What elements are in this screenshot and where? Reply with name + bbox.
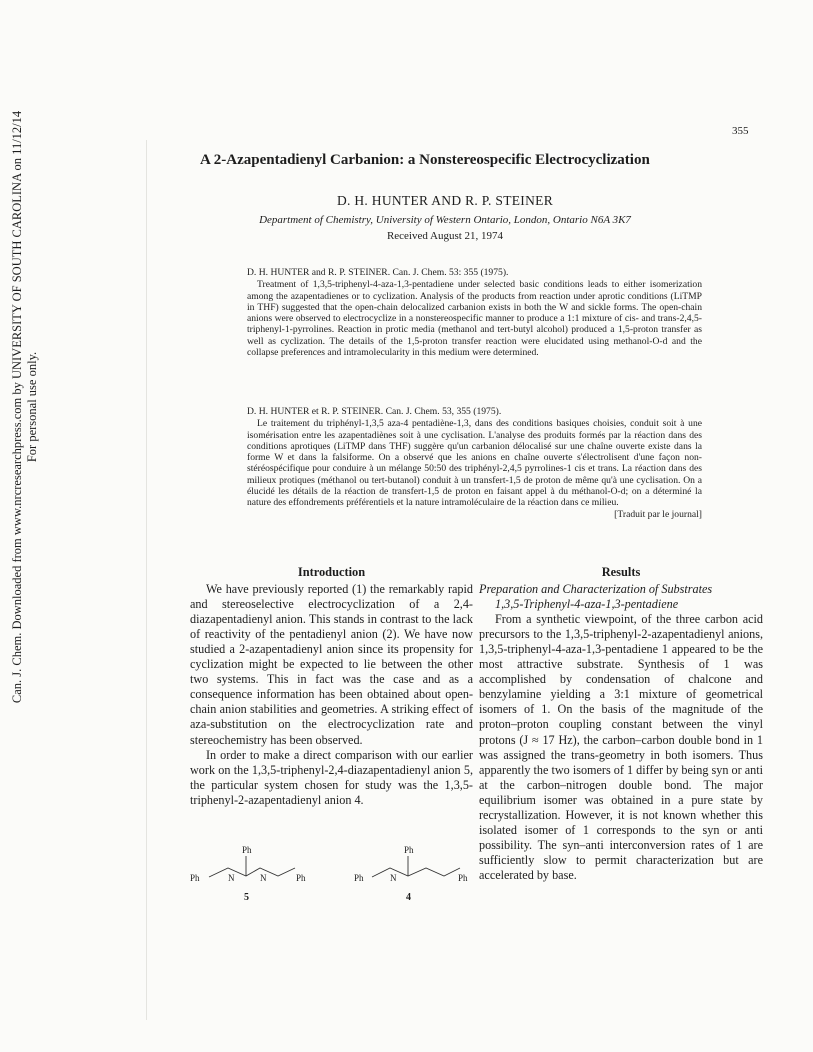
structure-label: Ph: [242, 845, 252, 855]
authors: D. H. HUNTER AND R. P. STEINER: [336, 193, 553, 208]
paragraph: We have previously reported (1) the remarkably rapid and stereoselective electrocyclization of a 2,4-diazapentadienyl anion. This stands in contrast to the lack of reactivity of the pentadienyl anion (2). We have now studied a 2-azapentadienyl anion since its propensity for cyclization might be expected to lie between the other two systems. This in fact was the case and as a consequence information has been obtained about open-chain anion stabilities and geometries. A striking effect of aza-substitution on the electrocyclization rate and stereochemistry has been observed.: [190, 582, 473, 747]
subheading: Preparation and Characterization of Substrates: [479, 582, 713, 597]
structure-label: Ph: [296, 873, 306, 883]
side-notice: [10, 0, 40, 817]
translator-note: [Traduit par le journal]: [614, 508, 702, 520]
subsubheading: 1,3,5-Triphenyl-4-aza-1,3-pentadiene: [495, 597, 679, 612]
structure-label: N: [260, 873, 267, 883]
affiliation: Department of Chemistry, University of Western Ontario, London, Ontario N6A 3K7: [259, 214, 631, 226]
section-heading-introduction: Introduction: [297, 565, 366, 579]
paragraph: From a synthetic viewpoint, of the three carbon acid precursors to the 1,3,5-triphenyl-2-azapentadienyl anions, 1,3,5-triphenyl-4-aza-1,3-pentadiene 1 appeared to be the most attractive substrate. Synthesis of 1 was accomplished by condensation of chalcone and benzylamine yielding a 3:1 mixture of geometrical isomers of 1. On the basis of the magnitude of the proton–proton coupling constant between the vinyl protons (J ≈ 17 Hz), the carbon–carbon double bond in 1 was assigned the trans-geometry in both isomers. Thus apparently the two isomers of 1 differ by being syn or anti at the carbon–nitrogen double bond. The major equilibrium isomer was obtained in a pure state by recrystallization. However, it is not known whether this isolated isomer of 1 corresponds to the syn or anti possibility. The syn–anti interconversion rates of 1 are sufficiently slow to permit characterization but are accelerated by base.: [479, 612, 763, 882]
margin-rule: [146, 140, 147, 1020]
abstract-english: [247, 267, 702, 358]
compound-number: 5: [244, 892, 249, 903]
structure-label: Ph: [458, 873, 468, 883]
right-column: [479, 565, 763, 883]
section-heading-results: Results: [601, 565, 641, 579]
paragraph: In order to make a direct comparison with our earlier work on the 1,3,5-triphenyl-2,4-diazapentadienyl anion 5, the particular system chosen for study was the 1,3,5-triphenyl-2-azapentadienyl anion 4.: [190, 747, 473, 807]
structure-label: N: [228, 873, 235, 883]
left-column: [190, 565, 473, 808]
structure-label: Ph: [190, 873, 200, 883]
structure-label: Ph: [354, 873, 364, 883]
abstract-french: [247, 406, 702, 520]
received-date: Received August 21, 1974: [386, 230, 504, 242]
article-title: A 2-Azapentadienyl Carbanion: a Nonstereospecific Electrocyclization: [200, 152, 650, 168]
abstract-citation: D. H. HUNTER et R. P. STEINER. Can. J. Chem. 53, 355 (1975).: [247, 406, 502, 417]
structure-label: N: [390, 873, 397, 883]
side-notice-line2: For personal use only.: [25, 351, 39, 463]
structure-label: Ph: [404, 845, 414, 855]
page-number: 355: [732, 125, 749, 137]
compound-number: 4: [406, 892, 411, 903]
abstract-citation: D. H. HUNTER and R. P. STEINER. Can. J. Chem. 53: 355 (1975).: [247, 267, 509, 278]
side-notice-line1: Can. J. Chem. Downloaded from www.nrcresearchpress.com by UNIVERSITY OF SOUTH CAROLINA on 11/12/14: [10, 110, 24, 704]
abstract-text: Le traitement du triphényl-1,3,5 aza-4 pentadiène-1,3, dans des conditions basiques choisies, conduit soit à une isomérisation entre les azapentadiènes soit à une cyclisation. L'analyse des produits formés par la réaction dans des conditions aprotiques (LiTMP dans THF) suggère qu'un carbanion délocalisé sur une chaîne ouverte existe dans la forme W et dans la falsiforme. On a observé que les anions en chaîne ouverte s'électrolisent d'une façon non-stéréospécifique pour conduire à un mélange 50:50 des triphényl-2,4,5 pyrrolines-1 cis et trans. La réaction dans des milieux protiques (méthanol ou tert-butanol) conduit à un transfert-1,5 de proton de même qu'à une cyclisation. On a élucidé les détails de la réaction de transfert-1,5 de proton en faisant appel à du méthanol-O-d; on a déterminé la nature des effondrements préférentiels et la nature intramoléculaire de la réaction dans ce milieu.: [247, 418, 702, 509]
abstract-text: Treatment of 1,3,5-triphenyl-4-aza-1,3-pentadiene under selected basic conditions leads to either isomerization among the azapentadienes or to cyclization. Analysis of the products from reaction under aprotic conditions (LiTMP in THF) suggested that the open-chain delocalized carbanion exists in both the W and sickle forms. The open-chain anions were observed to electrocyclize in a nonstereospecific manner to produce a 1:1 mixture of cis- and trans-2,4,5-triphenyl-1-pyrrolines. Reaction in protic media (methanol and tert-butyl alcohol) produced a 1,5-proton transfer as well as cyclization. The details of the 1,5-proton transfer reaction were elucidated using methanol-O-d and the collapse preferences and intramolecularity in this medium were determined.: [247, 279, 702, 359]
